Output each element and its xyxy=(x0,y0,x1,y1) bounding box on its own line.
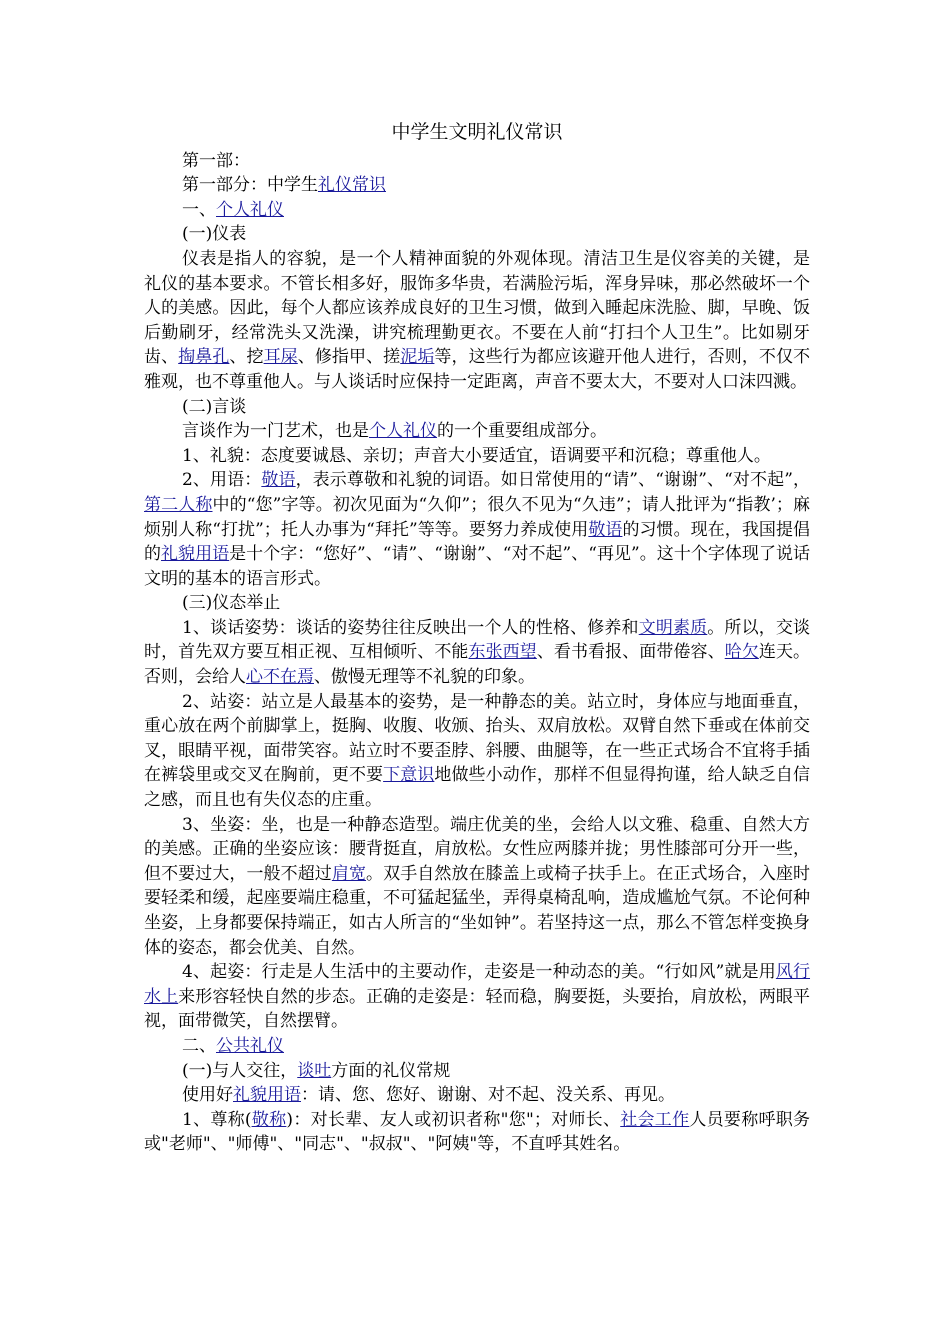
paragraph-text: 连天。否则，会给人 xyxy=(144,642,811,688)
hyperlink[interactable]: 谈吐 xyxy=(297,1060,332,1081)
paragraph-text: 。双手自然放在膝盖上或椅子扶手上。在正式场合，入座时要轻柔和缓，起座要端庄稳重，不可猛起猛坐，弄得桌椅乱响，造成尴尬气氛。不论何种坐姿，上身都要保持端正，如古人所言的“坐如钟”。若坚持这一点，那么不管怎样变换身体的姿态，都会优美、自然。 xyxy=(144,863,811,958)
hyperlink[interactable]: 哈欠 xyxy=(724,642,759,663)
paragraph-text: 言谈作为一门艺术，也是 xyxy=(182,421,369,442)
hyperlink[interactable]: 掏鼻孔 xyxy=(178,347,230,368)
paragraph-text: (三)仪态举止 xyxy=(182,593,281,614)
paragraph xyxy=(144,395,810,420)
paragraph-text: 、修指甲、搓 xyxy=(297,347,401,368)
paragraph-text: 1、谈话姿势：谈话的姿势往往反映出一个人的性格、修养和 xyxy=(182,617,639,638)
hyperlink[interactable]: 敬语 xyxy=(261,470,296,491)
hyperlink[interactable]: 敬称 xyxy=(251,1109,287,1130)
hyperlink[interactable]: 社会工作 xyxy=(620,1109,690,1130)
hyperlink[interactable]: 礼貌用语 xyxy=(233,1085,301,1106)
paragraph-text: (一)与人交往， xyxy=(182,1060,298,1081)
paragraph xyxy=(144,173,810,198)
paragraph xyxy=(144,690,810,813)
hyperlink[interactable]: 耳屎 xyxy=(263,347,298,368)
paragraph xyxy=(144,468,810,591)
paragraph-text: 2、用语： xyxy=(182,470,262,491)
paragraph-text: 使用好 xyxy=(182,1085,233,1106)
paragraph xyxy=(144,591,810,616)
paragraph-text: 的一个重要组成部分。 xyxy=(437,421,607,442)
paragraph-text: ，表示尊敬和礼貌的词语。如日常使用的“请”、“谢谢”、“对不起”， xyxy=(295,470,811,491)
paragraph-text: 的习惯。现在，我国提倡的 xyxy=(144,519,811,565)
paragraph-text: 1、尊称( xyxy=(182,1109,252,1130)
hyperlink[interactable]: 心不在焉 xyxy=(246,667,314,688)
paragraph-text: 1、礼貌：态度要诚恳、亲切；声音大小要适宜，语调要平和沉稳；尊重他人。 xyxy=(182,445,771,466)
paragraph-text: 地做些小动作，那样不但显得拘谨，给人缺乏自信之感，而且也有失仪态的庄重。 xyxy=(144,765,811,811)
paragraph xyxy=(144,222,810,247)
hyperlink[interactable]: 个人礼仪 xyxy=(369,421,437,442)
paragraph xyxy=(144,419,810,444)
hyperlink[interactable]: 个人礼仪 xyxy=(216,199,284,220)
paragraph xyxy=(144,1083,810,1108)
hyperlink[interactable]: 风行水上 xyxy=(144,962,811,1007)
paragraph-text: 二、 xyxy=(182,1035,216,1056)
paragraph xyxy=(144,1034,810,1059)
paragraph-text: 来形容轻快自然的步态。正确的走姿是：轻而稳，胸要挺，头要抬，肩放松，两眼平视，面带微笑，自然摆臂。 xyxy=(144,986,811,1032)
paragraph-text: 人员要称呼职务或"老师"、"师傅"、"同志"、"叔叔"、"阿姨"等，不直呼其姓名。 xyxy=(144,1109,811,1155)
paragraph-text: 第一部： xyxy=(182,150,250,171)
paragraph-text: ：请、您、您好、谢谢、对不起、没关系、再见。 xyxy=(301,1085,675,1106)
paragraph xyxy=(144,444,810,469)
paragraph-text: 。所以，交谈时，首先双方要互相正视、互相倾听、不能 xyxy=(144,617,810,663)
hyperlink[interactable]: 礼仪常识 xyxy=(318,175,386,196)
hyperlink[interactable]: 敬语 xyxy=(588,519,623,540)
paragraph-text: (一)仪表 xyxy=(182,224,247,245)
paragraph xyxy=(144,247,810,395)
paragraph xyxy=(144,813,810,961)
hyperlink[interactable]: 肩宽 xyxy=(331,863,367,884)
paragraph xyxy=(144,1059,810,1084)
paragraph-text: (二)言谈 xyxy=(182,396,247,417)
paragraph-text: 第一部分：中学生 xyxy=(182,175,318,196)
document-title: 中学生文明礼仪常识 xyxy=(391,121,563,143)
paragraph xyxy=(144,1108,810,1157)
paragraph-text: 、看书看报、面带倦容、 xyxy=(536,642,725,663)
paragraph-text: 2、站姿：站立是人最基本的姿势，是一种静态的美。站立时，身体应与地面垂直，重心放在两个前脚掌上，挺胸、收腹、收颁、抬头、双肩放松。双臂自然下垂或在体前交叉，眼睛平视，面带笑容。站立时不要歪脖、斜腰、曲腿等，在一些正式场合不宜将手插在裤袋里或交叉在胸前，更不要 xyxy=(144,691,810,786)
paragraph-text: 等，这些行为都应该避开他人进行，否则，不仅不雅观，也不尊重他人。与人谈话时应保持一定距离，声音不要太大，不要对人口沫四溅。 xyxy=(144,347,811,392)
hyperlink[interactable]: 礼貌用语 xyxy=(161,544,230,565)
paragraph xyxy=(144,960,810,1034)
document-page xyxy=(144,120,810,1157)
paragraph-text: 中的“您”字等。初次见面为“久仰”；很久不见为“久违”；请人批评为“指教’；麻烦别人称“打扰”；托人办事为“拜托”等等。要努力养成使用 xyxy=(144,494,811,540)
paragraph xyxy=(144,616,810,690)
paragraph xyxy=(144,149,810,174)
hyperlink[interactable]: 下意识 xyxy=(383,765,435,786)
paragraph xyxy=(144,198,810,223)
hyperlink[interactable]: 第二人称 xyxy=(144,494,213,515)
hyperlink[interactable]: 文明素质 xyxy=(638,617,708,638)
document-body xyxy=(144,149,810,1157)
paragraph-text: 、傲慢无理等不礼貌的印象。 xyxy=(314,667,535,688)
paragraph-text: 一、 xyxy=(182,199,216,220)
paragraph-text: 仪表是指人的容貌，是一个人精神面貌的外观体现。清洁卫生是仪容美的关键，是礼仪的基本要求。不管长相多好，服饰多华贵，若满脸污垢，浑身异味，那必然破坏一个人的美感。因此，每个人都应该养成良好的卫生习惯，做到入睡起床洗脸、脚，早晚、饭后勤刷牙，经常洗头又洗澡，讲究梳理勤更衣。不要在人前“打扫个人卫生”。比如剔牙齿、 xyxy=(144,248,810,368)
paragraph-text: )：对长辈、友人或初识者称"您"；对师长、 xyxy=(286,1109,621,1130)
paragraph-text: 3、坐姿：坐，也是一种静态造型。端庄优美的坐，会给人以文雅、稳重、自然大方的美感。正确的坐姿应该：腰背挺直，肩放松。女性应两膝并拢；男性膝部可分开一些，但不要过大，一般不超过 xyxy=(144,814,810,884)
paragraph-text: 方面的礼仪常规 xyxy=(331,1060,451,1081)
hyperlink[interactable]: 公共礼仪 xyxy=(216,1035,284,1056)
paragraph-text: 是十个字：“您好”、“请”、“谢谢”、“对不起”、“再见”。这十个字体现了说话文明的基本的语言形式。 xyxy=(144,544,811,589)
hyperlink[interactable]: 泥垢 xyxy=(400,347,435,368)
paragraph-text: 4、起姿：行走是人生活中的主要动作，走姿是一种动态的美。“行如风”就是用 xyxy=(182,962,776,983)
hyperlink[interactable]: 东张西望 xyxy=(468,642,537,663)
paragraph-text: 、挖 xyxy=(229,347,264,368)
